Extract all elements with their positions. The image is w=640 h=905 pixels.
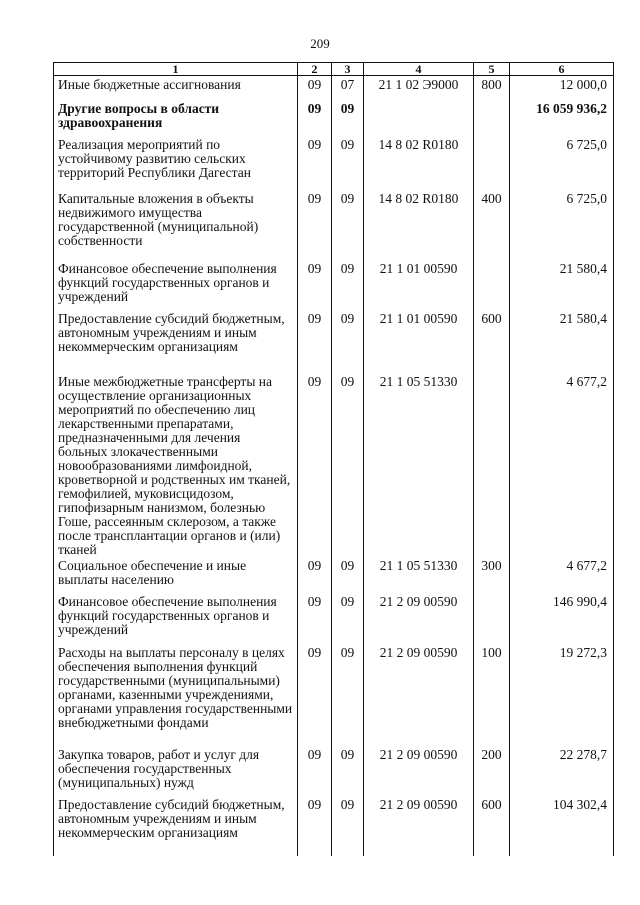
- subsection-code: 09: [332, 373, 364, 557]
- header-col-4: 4: [364, 63, 474, 76]
- table-body: [54, 76, 614, 856]
- section-code: 09: [298, 796, 332, 856]
- subsection-code: 09: [332, 746, 364, 796]
- subsection-code: 09: [332, 136, 364, 190]
- item-name: Финансовое обеспечение выполнения функций государственных органов и учреждений: [54, 593, 298, 644]
- target-article-code: 21 1 05 51330: [364, 373, 474, 557]
- target-article-code: 21 2 09 00590: [364, 796, 474, 856]
- item-name: Финансовое обеспечение выполнения функций государственных органов и учреждений: [54, 260, 298, 310]
- target-article-code: 21 2 09 00590: [364, 593, 474, 644]
- table-row: [54, 100, 614, 136]
- item-name: Предоставление субсидий бюджетным, автономным учреждениям и иным некоммерческим организациям: [54, 796, 298, 856]
- target-article-code: 21 2 09 00590: [364, 644, 474, 746]
- table-row: [54, 190, 614, 260]
- amount: 12 000,0: [510, 76, 614, 100]
- item-name: Социальное обеспечение и иные выплаты населению: [54, 557, 298, 593]
- target-article-code: 21 2 09 00590: [364, 746, 474, 796]
- amount: 21 580,4: [510, 260, 614, 310]
- expense-type-code: [474, 373, 510, 557]
- subsection-code: 09: [332, 593, 364, 644]
- header-col-1: 1: [54, 63, 298, 76]
- table-row: [54, 76, 614, 100]
- subsection-code: 09: [332, 310, 364, 373]
- subsection-code: 09: [332, 190, 364, 260]
- amount: 4 677,2: [510, 373, 614, 557]
- header-col-2: 2: [298, 63, 332, 76]
- budget-table: [53, 62, 614, 856]
- target-article-code: [364, 100, 474, 136]
- section-code: 09: [298, 100, 332, 136]
- amount: 4 677,2: [510, 557, 614, 593]
- item-name: Реализация мероприятий по устойчивому развитию сельских территорий Республики Дагестан: [54, 136, 298, 190]
- table-row: [54, 746, 614, 796]
- item-name: Капитальные вложения в объекты недвижимого имущества государственной (муниципальной) собственности: [54, 190, 298, 260]
- subsection-code: 09: [332, 796, 364, 856]
- section-code: 09: [298, 644, 332, 746]
- item-name: Иные межбюджетные трансферты на осуществление организационных мероприятий по обеспечению лиц лекарственными препаратами, предназначенными для лечения больных злокачественными новообразованиями лимфоидной, кроветворной и родственных им тканей, гемофилией, муковисцидозом, гипофизарным нанизмом, болезнью Гоше, рассеянным склерозом, а также после трансплантации органов и (или) тканей: [54, 373, 298, 557]
- section-code: 09: [298, 310, 332, 373]
- header-row: [54, 63, 614, 76]
- item-name: Другие вопросы в области здравоохранения: [54, 100, 298, 136]
- section-code: 09: [298, 190, 332, 260]
- expense-type-code: 400: [474, 190, 510, 260]
- target-article-code: 21 1 02 Э9000: [364, 76, 474, 100]
- section-code: 09: [298, 557, 332, 593]
- section-code: 09: [298, 260, 332, 310]
- amount: 21 580,4: [510, 310, 614, 373]
- subsection-code: 09: [332, 100, 364, 136]
- target-article-code: 21 1 01 00590: [364, 310, 474, 373]
- header-col-3: 3: [332, 63, 364, 76]
- amount: 104 302,4: [510, 796, 614, 856]
- header-col-6: 6: [510, 63, 614, 76]
- amount: 6 725,0: [510, 136, 614, 190]
- section-code: 09: [298, 746, 332, 796]
- subsection-code: 09: [332, 557, 364, 593]
- amount: 19 272,3: [510, 644, 614, 746]
- target-article-code: 21 1 05 51330: [364, 557, 474, 593]
- expense-type-code: 800: [474, 76, 510, 100]
- table-row: [54, 373, 614, 557]
- target-article-code: 14 8 02 R0180: [364, 190, 474, 260]
- amount: 16 059 936,2: [510, 100, 614, 136]
- expense-type-code: 100: [474, 644, 510, 746]
- table-row: [54, 796, 614, 856]
- section-code: 09: [298, 373, 332, 557]
- amount: 6 725,0: [510, 190, 614, 260]
- target-article-code: 21 1 01 00590: [364, 260, 474, 310]
- section-code: 09: [298, 76, 332, 100]
- expense-type-code: 200: [474, 746, 510, 796]
- subsection-code: 09: [332, 644, 364, 746]
- item-name: Иные бюджетные ассигнования: [54, 76, 298, 100]
- section-code: 09: [298, 136, 332, 190]
- header-col-5: 5: [474, 63, 510, 76]
- table-row: [54, 644, 614, 746]
- expense-type-code: 600: [474, 796, 510, 856]
- page-number: 209: [310, 36, 330, 51]
- item-name: Предоставление субсидий бюджетным, автономным учреждениям и иным некоммерческим организациям: [54, 310, 298, 373]
- section-code: 09: [298, 593, 332, 644]
- expense-type-code: 600: [474, 310, 510, 373]
- subsection-code: 07: [332, 76, 364, 100]
- target-article-code: 14 8 02 R0180: [364, 136, 474, 190]
- table-row: [54, 310, 614, 373]
- expense-type-code: [474, 100, 510, 136]
- subsection-code: 09: [332, 260, 364, 310]
- expense-type-code: [474, 260, 510, 310]
- item-name: Расходы на выплаты персоналу в целях обеспечения выполнения функций государственными (муниципальными) органами, казенными учреждениями, органами управления государственными внебюджетными фондами: [54, 644, 298, 746]
- amount: 22 278,7: [510, 746, 614, 796]
- table-row: [54, 593, 614, 644]
- table-row: [54, 557, 614, 593]
- expense-type-code: 300: [474, 557, 510, 593]
- expense-type-code: [474, 136, 510, 190]
- amount: 146 990,4: [510, 593, 614, 644]
- expense-type-code: [474, 593, 510, 644]
- item-name: Закупка товаров, работ и услуг для обеспечения государственных (муниципальных) нужд: [54, 746, 298, 796]
- table-row: [54, 136, 614, 190]
- table-row: [54, 260, 614, 310]
